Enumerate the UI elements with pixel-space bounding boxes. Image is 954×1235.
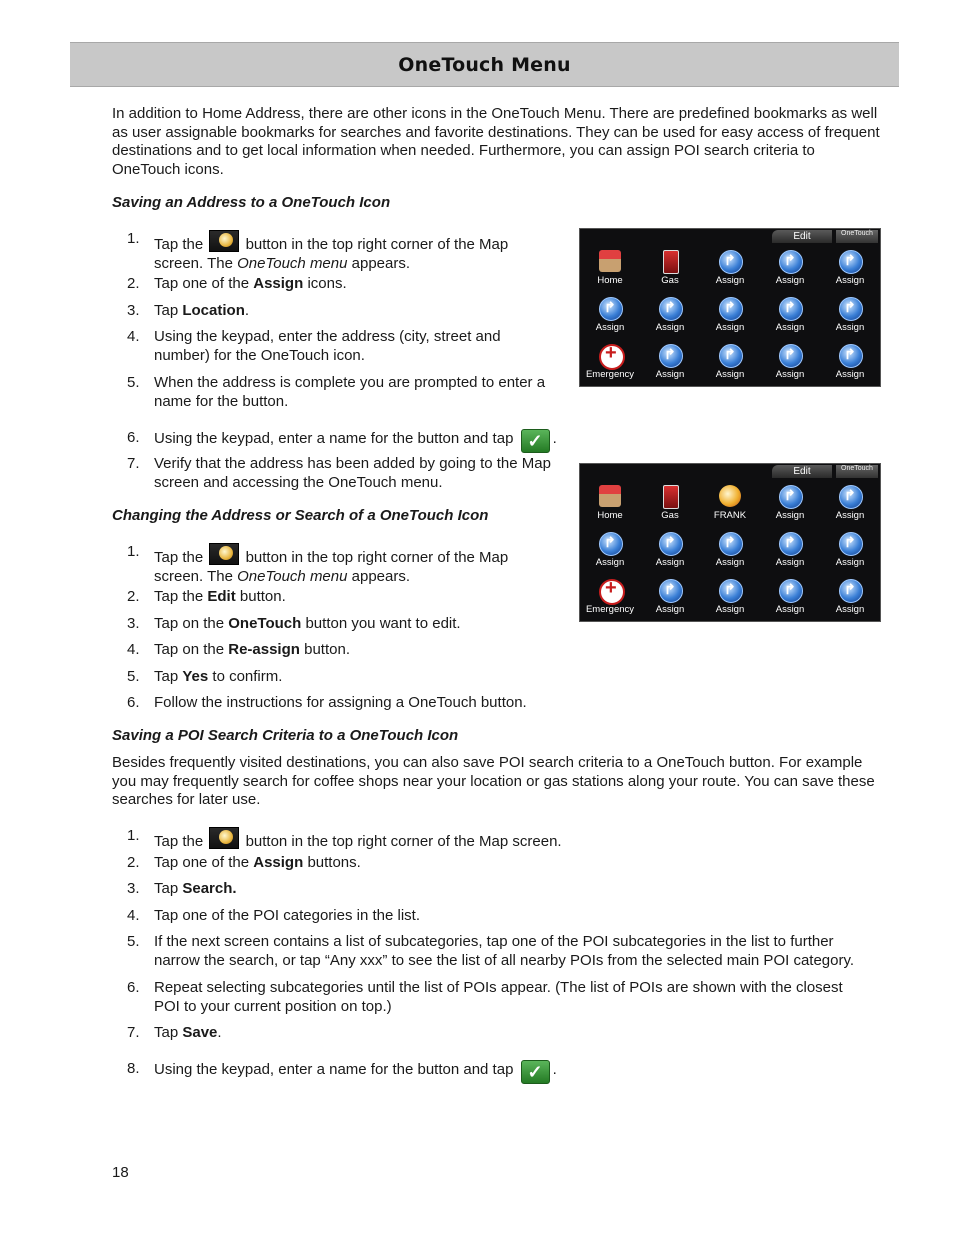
check-icon: ✓ xyxy=(521,429,550,453)
onetouch-cell-emergency[interactable] xyxy=(580,574,640,621)
edit-button[interactable]: Edit xyxy=(772,230,832,243)
assign-icon xyxy=(779,250,803,274)
cell-label: Assign xyxy=(835,322,865,333)
cell-label: Assign xyxy=(715,275,745,286)
onetouch-cell-assign[interactable] xyxy=(580,292,640,339)
assign-icon xyxy=(719,297,743,321)
onetouch-cell-assign[interactable] xyxy=(820,527,880,574)
page-title: OneTouch Menu xyxy=(398,53,571,76)
onetouch-cell-home[interactable] xyxy=(580,245,640,292)
onetouch-icon xyxy=(209,543,239,565)
assign-icon xyxy=(839,532,863,556)
gas-icon xyxy=(663,485,679,509)
onetouch-cell-assign[interactable] xyxy=(820,339,880,386)
cell-label: Assign xyxy=(835,604,865,615)
cell-label: Assign xyxy=(655,369,685,380)
onetouch-cell-gas[interactable] xyxy=(640,245,700,292)
onetouch-grid xyxy=(580,480,880,621)
emergency-icon xyxy=(599,344,625,370)
assign-icon xyxy=(779,579,803,603)
onetouch-cell-assign[interactable] xyxy=(760,292,820,339)
onetouch-cell-assign[interactable] xyxy=(760,245,820,292)
section3-intro: Besides frequently visited destinations, you can also save POI search criteria to a OneTouch button. For example you may frequently search for coffee shops near your location or gas stations along your route. You can save these searches for later use. xyxy=(112,754,875,808)
assign-icon xyxy=(659,297,683,321)
cell-label: Assign xyxy=(775,275,805,286)
header-bar xyxy=(70,42,899,87)
assign-icon xyxy=(599,532,623,556)
onetouch-grid xyxy=(580,245,880,386)
intro-paragraph: In addition to Home Address, there are other icons in the OneTouch Menu. There are predefined bookmarks as well as user assignable bookmarks for searches and favorite destinations. They can be used for easy access of frequent destinations and to get local information when needed. Furthermore, you can assign POI search criteria to OneTouch icons. xyxy=(112,105,880,178)
cell-label: Assign xyxy=(715,604,745,615)
assign-icon xyxy=(839,250,863,274)
assign-icon xyxy=(719,579,743,603)
section2-title: Changing the Address or Search of a OneTouch Icon xyxy=(112,507,489,524)
cell-label: Assign xyxy=(595,557,625,568)
onetouch-cell-assign[interactable] xyxy=(760,339,820,386)
onetouch-cell-assign[interactable] xyxy=(640,527,700,574)
onetouch-cell-assign[interactable] xyxy=(700,245,760,292)
onetouch-cell-assign[interactable] xyxy=(820,480,880,527)
assign-icon xyxy=(659,532,683,556)
edit-button[interactable]: Edit xyxy=(772,465,832,478)
onetouch-cell-assign[interactable] xyxy=(700,292,760,339)
home-icon xyxy=(599,250,621,272)
cell-label: Assign xyxy=(715,322,745,333)
cell-label: Assign xyxy=(775,510,805,521)
cell-label: Home xyxy=(597,275,623,286)
cell-label: FRANK xyxy=(713,510,747,521)
assign-icon xyxy=(659,344,683,368)
assign-icon xyxy=(779,297,803,321)
cell-label: Assign xyxy=(655,322,685,333)
assign-icon xyxy=(839,485,863,509)
section1-title: Saving an Address to a OneTouch Icon xyxy=(112,194,391,211)
onetouch-cell-assign[interactable] xyxy=(640,339,700,386)
onetouch-button[interactable]: OneTouch xyxy=(836,465,878,478)
assign-icon xyxy=(779,344,803,368)
onetouch-screen-2 xyxy=(579,463,881,622)
cell-label: Gas xyxy=(661,510,679,521)
assign-icon xyxy=(719,250,743,274)
assign-icon xyxy=(839,344,863,368)
cell-label: Assign xyxy=(655,557,685,568)
onetouch-cell-assign[interactable] xyxy=(760,574,820,621)
onetouch-cell-emergency[interactable] xyxy=(580,339,640,386)
onetouch-cell-assign[interactable] xyxy=(760,527,820,574)
cell-label: Assign xyxy=(655,604,685,615)
assign-icon xyxy=(659,579,683,603)
onetouch-cell-assign[interactable] xyxy=(820,292,880,339)
check-icon: ✓ xyxy=(521,1060,550,1084)
cell-label: Gas xyxy=(661,275,679,286)
assign-icon xyxy=(719,344,743,368)
onetouch-cell-assign[interactable] xyxy=(580,527,640,574)
cell-label: Assign xyxy=(595,322,625,333)
onetouch-button[interactable]: OneTouch xyxy=(836,230,878,243)
cell-label: Emergency xyxy=(585,369,635,380)
onetouch-cell-assign[interactable] xyxy=(820,574,880,621)
screen-top-bar xyxy=(580,229,880,243)
cell-label: Home xyxy=(597,510,623,521)
onetouch-icon xyxy=(209,230,239,252)
home-icon xyxy=(599,485,621,507)
cell-label: Assign xyxy=(775,557,805,568)
assign-icon xyxy=(839,297,863,321)
cell-label: Assign xyxy=(715,369,745,380)
onetouch-cell-assign[interactable] xyxy=(760,480,820,527)
assign-icon xyxy=(779,485,803,509)
page-number: 18 xyxy=(112,1164,129,1181)
gas-icon xyxy=(663,250,679,274)
cell-label: Assign xyxy=(835,510,865,521)
onetouch-icon xyxy=(209,827,239,849)
onetouch-cell-assign[interactable] xyxy=(700,527,760,574)
onetouch-cell-assign[interactable] xyxy=(820,245,880,292)
cell-label: Assign xyxy=(775,604,805,615)
cell-label: Assign xyxy=(835,369,865,380)
assign-icon xyxy=(779,532,803,556)
onetouch-screen-1 xyxy=(579,228,881,387)
onetouch-cell-home[interactable] xyxy=(580,480,640,527)
cell-label: Assign xyxy=(775,369,805,380)
cell-label: Assign xyxy=(835,557,865,568)
section3-title: Saving a POI Search Criteria to a OneTouch Icon xyxy=(112,727,459,744)
onetouch-cell-assign[interactable] xyxy=(700,339,760,386)
onetouch-cell-assign[interactable] xyxy=(640,292,700,339)
onetouch-cell-assign[interactable] xyxy=(700,574,760,621)
assign-icon xyxy=(599,297,623,321)
cell-label: Emergency xyxy=(585,604,635,615)
onetouch-cell-gas[interactable] xyxy=(640,480,700,527)
cell-label: Assign xyxy=(835,275,865,286)
emergency-icon xyxy=(599,579,625,605)
frank-icon xyxy=(719,485,741,507)
onetouch-cell-assign[interactable] xyxy=(640,574,700,621)
onetouch-cell-frank[interactable] xyxy=(700,480,760,527)
cell-label: Assign xyxy=(775,322,805,333)
screen-top-bar xyxy=(580,464,880,478)
cell-label: Assign xyxy=(715,557,745,568)
assign-icon xyxy=(839,579,863,603)
assign-icon xyxy=(719,532,743,556)
